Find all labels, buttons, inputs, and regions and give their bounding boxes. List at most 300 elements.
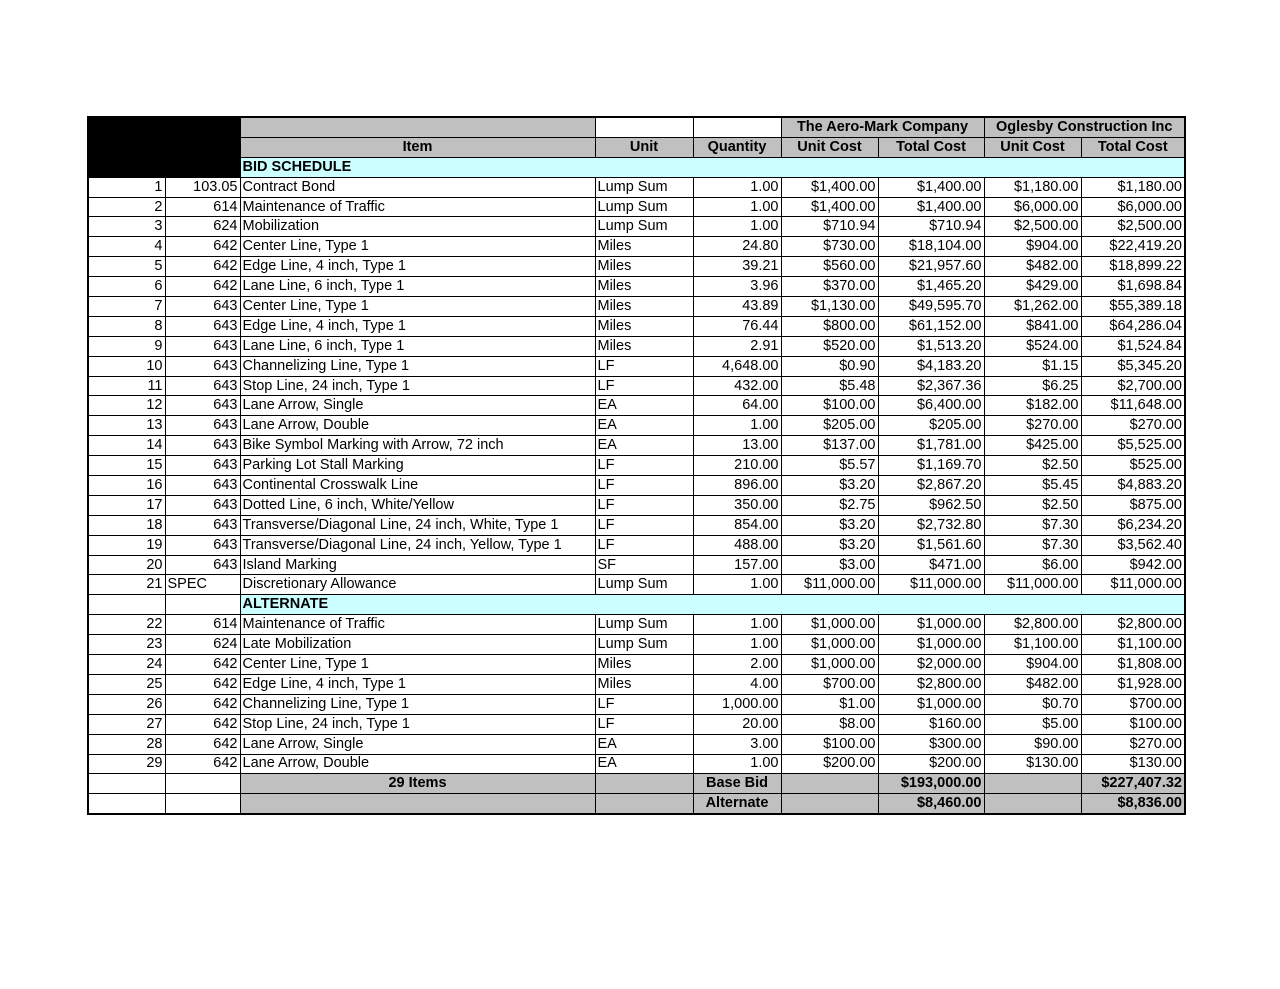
line-number: 24 xyxy=(88,655,165,675)
base-bid-total-row xyxy=(88,774,1185,794)
table-row xyxy=(88,257,1185,277)
unit: LF xyxy=(595,456,693,476)
table-row xyxy=(88,356,1185,376)
quantity: 1.00 xyxy=(693,416,781,436)
oglesby-total-cost: $1,100.00 xyxy=(1081,635,1185,655)
oglesby-total-cost: $11,000.00 xyxy=(1081,575,1185,595)
unit: EA xyxy=(595,734,693,754)
quantity: 1.00 xyxy=(693,635,781,655)
oglesby-unit-cost: $90.00 xyxy=(984,734,1081,754)
quantity: 20.00 xyxy=(693,714,781,734)
item-description: Late Mobilization xyxy=(240,635,595,655)
oglesby-total-cost: $5,345.20 xyxy=(1081,356,1185,376)
aeromark-unit-cost: $560.00 xyxy=(781,257,878,277)
line-number: 12 xyxy=(88,396,165,416)
quantity: 4.00 xyxy=(693,674,781,694)
oglesby-total-cost: $942.00 xyxy=(1081,555,1185,575)
line-number: 18 xyxy=(88,515,165,535)
line-number: 26 xyxy=(88,694,165,714)
bidder-name-aeromark: The Aero-Mark Company xyxy=(781,117,984,137)
quantity: 76.44 xyxy=(693,316,781,336)
table-row xyxy=(88,555,1185,575)
unit: LF xyxy=(595,515,693,535)
oglesby-total-cost: $700.00 xyxy=(1081,694,1185,714)
quantity: 3.96 xyxy=(693,277,781,297)
aeromark-total-cost: $1,400.00 xyxy=(878,197,984,217)
table-row xyxy=(88,635,1185,655)
aeromark-unit-cost: $205.00 xyxy=(781,416,878,436)
oglesby-unit-cost: $482.00 xyxy=(984,257,1081,277)
table-row xyxy=(88,535,1185,555)
aeromark-total-cost: $61,152.00 xyxy=(878,316,984,336)
quantity: 1.00 xyxy=(693,177,781,197)
spec-code: 643 xyxy=(165,555,240,575)
section-row-alternate xyxy=(88,595,1185,615)
aeromark-total-cost: $1,169.70 xyxy=(878,456,984,476)
aeromark-total-cost: $205.00 xyxy=(878,416,984,436)
oglesby-unit-cost: $2,800.00 xyxy=(984,615,1081,635)
blank-cell xyxy=(595,774,693,794)
oglesby-total-cost: $1,180.00 xyxy=(1081,177,1185,197)
oglesby-total-cost: $875.00 xyxy=(1081,495,1185,515)
unit: LF xyxy=(595,476,693,496)
blank-cell xyxy=(240,794,595,814)
aeromark-total-cost: $4,183.20 xyxy=(878,356,984,376)
base-bid-label: Base Bid xyxy=(693,774,781,794)
unit: LF xyxy=(595,714,693,734)
oglesby-unit-cost: $1,180.00 xyxy=(984,177,1081,197)
aeromark-total-cost: $49,595.70 xyxy=(878,297,984,317)
quantity: 432.00 xyxy=(693,376,781,396)
spec-code: 624 xyxy=(165,635,240,655)
table-row xyxy=(88,197,1185,217)
quantity: 350.00 xyxy=(693,495,781,515)
item-description: Stop Line, 24 inch, Type 1 xyxy=(240,714,595,734)
quantity: 1.00 xyxy=(693,615,781,635)
item-description: Lane Arrow, Double xyxy=(240,416,595,436)
column-header-quantity: Quantity xyxy=(693,137,781,157)
oglesby-total-cost: $1,808.00 xyxy=(1081,655,1185,675)
item-description: Island Marking xyxy=(240,555,595,575)
line-number: 25 xyxy=(88,674,165,694)
oglesby-total-cost: $270.00 xyxy=(1081,416,1185,436)
table-row xyxy=(88,734,1185,754)
unit: Lump Sum xyxy=(595,177,693,197)
column-header-total-cost: Total Cost xyxy=(1081,137,1185,157)
item-description: Maintenance of Traffic xyxy=(240,197,595,217)
aeromark-unit-cost: $700.00 xyxy=(781,674,878,694)
oglesby-unit-cost: $2.50 xyxy=(984,456,1081,476)
table-row xyxy=(88,436,1185,456)
aeromark-total-cost: $6,400.00 xyxy=(878,396,984,416)
aeromark-unit-cost: $710.94 xyxy=(781,217,878,237)
item-description: Contract Bond xyxy=(240,177,595,197)
oglesby-unit-cost: $2,500.00 xyxy=(984,217,1081,237)
bidder-name-oglesby: Oglesby Construction Inc xyxy=(984,117,1185,137)
table-row xyxy=(88,456,1185,476)
aeromark-unit-cost: $1,000.00 xyxy=(781,655,878,675)
aeromark-unit-cost: $370.00 xyxy=(781,277,878,297)
item-description: Mobilization xyxy=(240,217,595,237)
oglesby-unit-cost: $6.00 xyxy=(984,555,1081,575)
oglesby-total-cost: $6,234.20 xyxy=(1081,515,1185,535)
spec-code: 643 xyxy=(165,436,240,456)
item-description: Channelizing Line, Type 1 xyxy=(240,356,595,376)
aeromark-unit-cost: $5.48 xyxy=(781,376,878,396)
aeromark-total-cost: $1,513.20 xyxy=(878,336,984,356)
line-number: 16 xyxy=(88,476,165,496)
quantity: 4,648.00 xyxy=(693,356,781,376)
blank-cell xyxy=(165,595,240,615)
quantity: 1.00 xyxy=(693,197,781,217)
table-row xyxy=(88,416,1185,436)
line-number: 7 xyxy=(88,297,165,317)
aeromark-total-cost: $1,000.00 xyxy=(878,615,984,635)
table-row xyxy=(88,336,1185,356)
oglesby-total-cost: $18,899.22 xyxy=(1081,257,1185,277)
unit: LF xyxy=(595,376,693,396)
spec-code: 643 xyxy=(165,495,240,515)
unit: Miles xyxy=(595,674,693,694)
oglesby-total-cost: $2,700.00 xyxy=(1081,376,1185,396)
line-number: 21 xyxy=(88,575,165,595)
unit: EA xyxy=(595,396,693,416)
blank-cell xyxy=(88,595,165,615)
header-grey-cell xyxy=(240,117,595,137)
header-blank-cell xyxy=(595,117,693,137)
item-description: Parking Lot Stall Marking xyxy=(240,456,595,476)
unit: EA xyxy=(595,416,693,436)
spec-code: 643 xyxy=(165,476,240,496)
quantity: 896.00 xyxy=(693,476,781,496)
item-description: Channelizing Line, Type 1 xyxy=(240,694,595,714)
aeromark-unit-cost: $730.00 xyxy=(781,237,878,257)
aeromark-total-cost: $2,732.80 xyxy=(878,515,984,535)
item-description: Edge Line, 4 inch, Type 1 xyxy=(240,674,595,694)
oglesby-unit-cost: $429.00 xyxy=(984,277,1081,297)
table-row xyxy=(88,277,1185,297)
table-row xyxy=(88,515,1185,535)
blank-cell xyxy=(984,774,1081,794)
item-description: Lane Line, 6 inch, Type 1 xyxy=(240,277,595,297)
unit: Miles xyxy=(595,316,693,336)
unit: SF xyxy=(595,555,693,575)
aeromark-unit-cost: $0.90 xyxy=(781,356,878,376)
line-number: 1 xyxy=(88,177,165,197)
table-row xyxy=(88,376,1185,396)
blank-cell xyxy=(781,794,878,814)
unit: Miles xyxy=(595,237,693,257)
item-description: Edge Line, 4 inch, Type 1 xyxy=(240,257,595,277)
spec-code: 103.05 xyxy=(165,177,240,197)
unit: Miles xyxy=(595,655,693,675)
quantity: 24.80 xyxy=(693,237,781,257)
line-number: 2 xyxy=(88,197,165,217)
quantity: 39.21 xyxy=(693,257,781,277)
oglesby-total-cost: $1,698.84 xyxy=(1081,277,1185,297)
aeromark-total-cost: $1,000.00 xyxy=(878,635,984,655)
aeromark-unit-cost: $1,130.00 xyxy=(781,297,878,317)
blank-cell xyxy=(88,794,165,814)
oglesby-total-cost: $64,286.04 xyxy=(1081,316,1185,336)
bid-tabulation-table xyxy=(87,116,1186,815)
spec-code: 642 xyxy=(165,734,240,754)
unit: LF xyxy=(595,356,693,376)
aeromark-total-cost: $160.00 xyxy=(878,714,984,734)
oglesby-total-cost: $11,648.00 xyxy=(1081,396,1185,416)
unit: Lump Sum xyxy=(595,197,693,217)
oglesby-total-cost: $5,525.00 xyxy=(1081,436,1185,456)
item-description: Maintenance of Traffic xyxy=(240,615,595,635)
alternate-label: Alternate xyxy=(693,794,781,814)
oglesby-unit-cost: $2.50 xyxy=(984,495,1081,515)
alternate-total-row xyxy=(88,794,1185,814)
header-black-cell xyxy=(165,137,240,157)
aeromark-unit-cost: $200.00 xyxy=(781,754,878,774)
unit: LF xyxy=(595,495,693,515)
table-row xyxy=(88,237,1185,257)
header-black-cell xyxy=(165,117,240,137)
table-row xyxy=(88,575,1185,595)
spec-code: 642 xyxy=(165,674,240,694)
table-row xyxy=(88,297,1185,317)
spec-code: 624 xyxy=(165,217,240,237)
unit: Miles xyxy=(595,336,693,356)
oglesby-total-cost: $55,389.18 xyxy=(1081,297,1185,317)
oglesby-unit-cost: $1.15 xyxy=(984,356,1081,376)
column-header-unit-cost: Unit Cost xyxy=(984,137,1081,157)
aeromark-total-cost: $1,400.00 xyxy=(878,177,984,197)
aeromark-unit-cost: $8.00 xyxy=(781,714,878,734)
line-number: 11 xyxy=(88,376,165,396)
spec-code: 643 xyxy=(165,416,240,436)
blank-cell xyxy=(165,774,240,794)
column-header-unit: Unit xyxy=(595,137,693,157)
oglesby-unit-cost: $482.00 xyxy=(984,674,1081,694)
oglesby-total-cost: $3,562.40 xyxy=(1081,535,1185,555)
oglesby-unit-cost: $11,000.00 xyxy=(984,575,1081,595)
oglesby-unit-cost: $1,262.00 xyxy=(984,297,1081,317)
line-number: 8 xyxy=(88,316,165,336)
quantity: 2.00 xyxy=(693,655,781,675)
aeromark-total-cost: $1,465.20 xyxy=(878,277,984,297)
quantity: 1.00 xyxy=(693,575,781,595)
oglesby-total-cost: $1,928.00 xyxy=(1081,674,1185,694)
line-number: 29 xyxy=(88,754,165,774)
oglesby-unit-cost: $6,000.00 xyxy=(984,197,1081,217)
unit: Lump Sum xyxy=(595,635,693,655)
quantity: 157.00 xyxy=(693,555,781,575)
aeromark-base-bid-total: $193,000.00 xyxy=(878,774,984,794)
aeromark-total-cost: $2,800.00 xyxy=(878,674,984,694)
spec-code: 643 xyxy=(165,356,240,376)
item-description: Discretionary Allowance xyxy=(240,575,595,595)
aeromark-total-cost: $1,561.60 xyxy=(878,535,984,555)
header-black-cell xyxy=(88,117,165,137)
spec-code: 643 xyxy=(165,316,240,336)
oglesby-unit-cost: $6.25 xyxy=(984,376,1081,396)
blank-cell xyxy=(781,774,878,794)
oglesby-unit-cost: $425.00 xyxy=(984,436,1081,456)
oglesby-total-cost: $2,500.00 xyxy=(1081,217,1185,237)
line-number: 10 xyxy=(88,356,165,376)
line-number: 6 xyxy=(88,277,165,297)
section-title-bid-schedule: BID SCHEDULE xyxy=(240,157,1185,177)
line-number: 14 xyxy=(88,436,165,456)
quantity: 854.00 xyxy=(693,515,781,535)
spec-code: 642 xyxy=(165,655,240,675)
spec-code: 642 xyxy=(165,237,240,257)
oglesby-unit-cost: $5.00 xyxy=(984,714,1081,734)
unit: Lump Sum xyxy=(595,575,693,595)
quantity: 43.89 xyxy=(693,297,781,317)
column-header-total-cost: Total Cost xyxy=(878,137,984,157)
quantity: 64.00 xyxy=(693,396,781,416)
item-description: Bike Symbol Marking with Arrow, 72 inch xyxy=(240,436,595,456)
line-number: 9 xyxy=(88,336,165,356)
aeromark-unit-cost: $3.20 xyxy=(781,515,878,535)
spec-code: 643 xyxy=(165,535,240,555)
aeromark-total-cost: $300.00 xyxy=(878,734,984,754)
spec-code: 642 xyxy=(165,714,240,734)
spec-code: 642 xyxy=(165,694,240,714)
item-description: Transverse/Diagonal Line, 24 inch, Yellow, Type 1 xyxy=(240,535,595,555)
aeromark-unit-cost: $3.20 xyxy=(781,476,878,496)
blank-cell xyxy=(165,794,240,814)
spec-code: 642 xyxy=(165,754,240,774)
oglesby-unit-cost: $7.30 xyxy=(984,535,1081,555)
oglesby-total-cost: $130.00 xyxy=(1081,754,1185,774)
line-number: 27 xyxy=(88,714,165,734)
line-number: 28 xyxy=(88,734,165,754)
aeromark-total-cost: $21,957.60 xyxy=(878,257,984,277)
table-row xyxy=(88,674,1185,694)
header-black-cell xyxy=(88,137,165,157)
line-number: 23 xyxy=(88,635,165,655)
spec-code: 642 xyxy=(165,257,240,277)
table-row xyxy=(88,476,1185,496)
oglesby-total-cost: $6,000.00 xyxy=(1081,197,1185,217)
table-row xyxy=(88,316,1185,336)
aeromark-unit-cost: $3.20 xyxy=(781,535,878,555)
spec-code: 643 xyxy=(165,336,240,356)
aeromark-total-cost: $11,000.00 xyxy=(878,575,984,595)
oglesby-total-cost: $22,419.20 xyxy=(1081,237,1185,257)
aeromark-unit-cost: $11,000.00 xyxy=(781,575,878,595)
unit: Miles xyxy=(595,257,693,277)
line-number: 3 xyxy=(88,217,165,237)
unit: Miles xyxy=(595,297,693,317)
spec-code: SPEC xyxy=(165,575,240,595)
line-number: 22 xyxy=(88,615,165,635)
oglesby-unit-cost: $0.70 xyxy=(984,694,1081,714)
item-description: Dotted Line, 6 inch, White/Yellow xyxy=(240,495,595,515)
spec-code: 643 xyxy=(165,297,240,317)
column-header-row xyxy=(88,137,1185,157)
table-row xyxy=(88,694,1185,714)
spec-code: 642 xyxy=(165,277,240,297)
oglesby-unit-cost: $841.00 xyxy=(984,316,1081,336)
oglesby-unit-cost: $524.00 xyxy=(984,336,1081,356)
line-number: 20 xyxy=(88,555,165,575)
unit: Lump Sum xyxy=(595,615,693,635)
table-row xyxy=(88,615,1185,635)
oglesby-unit-cost: $1,100.00 xyxy=(984,635,1081,655)
oglesby-total-cost: $1,524.84 xyxy=(1081,336,1185,356)
unit: EA xyxy=(595,436,693,456)
aeromark-total-cost: $18,104.00 xyxy=(878,237,984,257)
spec-code: 614 xyxy=(165,615,240,635)
oglesby-unit-cost: $7.30 xyxy=(984,515,1081,535)
aeromark-unit-cost: $1,000.00 xyxy=(781,635,878,655)
quantity: 13.00 xyxy=(693,436,781,456)
oglesby-total-cost: $270.00 xyxy=(1081,734,1185,754)
line-number: 15 xyxy=(88,456,165,476)
oglesby-unit-cost: $270.00 xyxy=(984,416,1081,436)
table-row xyxy=(88,217,1185,237)
section-title-alternate: ALTERNATE xyxy=(240,595,1185,615)
item-description: Center Line, Type 1 xyxy=(240,237,595,257)
oglesby-total-cost: $2,800.00 xyxy=(1081,615,1185,635)
table-row xyxy=(88,396,1185,416)
quantity: 2.91 xyxy=(693,336,781,356)
item-description: Continental Crosswalk Line xyxy=(240,476,595,496)
table-row xyxy=(88,495,1185,515)
column-header-item: Item xyxy=(240,137,595,157)
aeromark-unit-cost: $520.00 xyxy=(781,336,878,356)
unit: Lump Sum xyxy=(595,217,693,237)
aeromark-total-cost: $1,781.00 xyxy=(878,436,984,456)
spec-code: 643 xyxy=(165,515,240,535)
quantity: 1.00 xyxy=(693,754,781,774)
oglesby-unit-cost: $182.00 xyxy=(984,396,1081,416)
blank-cell xyxy=(984,794,1081,814)
aeromark-unit-cost: $1,400.00 xyxy=(781,177,878,197)
aeromark-unit-cost: $5.57 xyxy=(781,456,878,476)
aeromark-unit-cost: $2.75 xyxy=(781,495,878,515)
spec-code: 614 xyxy=(165,197,240,217)
oglesby-alternate-total: $8,836.00 xyxy=(1081,794,1185,814)
header-black-cell xyxy=(88,157,165,177)
quantity: 3.00 xyxy=(693,734,781,754)
oglesby-unit-cost: $904.00 xyxy=(984,237,1081,257)
oglesby-total-cost: $100.00 xyxy=(1081,714,1185,734)
line-number: 19 xyxy=(88,535,165,555)
item-description: Lane Arrow, Double xyxy=(240,754,595,774)
oglesby-unit-cost: $5.45 xyxy=(984,476,1081,496)
aeromark-unit-cost: $100.00 xyxy=(781,396,878,416)
oglesby-total-cost: $525.00 xyxy=(1081,456,1185,476)
aeromark-alternate-total: $8,460.00 xyxy=(878,794,984,814)
aeromark-unit-cost: $800.00 xyxy=(781,316,878,336)
item-description: Lane Line, 6 inch, Type 1 xyxy=(240,336,595,356)
item-description: Transverse/Diagonal Line, 24 inch, White, Type 1 xyxy=(240,515,595,535)
aeromark-total-cost: $471.00 xyxy=(878,555,984,575)
aeromark-unit-cost: $137.00 xyxy=(781,436,878,456)
item-description: Stop Line, 24 inch, Type 1 xyxy=(240,376,595,396)
aeromark-unit-cost: $1.00 xyxy=(781,694,878,714)
unit: LF xyxy=(595,694,693,714)
oglesby-unit-cost: $130.00 xyxy=(984,754,1081,774)
unit: EA xyxy=(595,754,693,774)
table-row xyxy=(88,714,1185,734)
aeromark-total-cost: $2,367.36 xyxy=(878,376,984,396)
line-number: 4 xyxy=(88,237,165,257)
item-description: Lane Arrow, Single xyxy=(240,396,595,416)
column-header-unit-cost: Unit Cost xyxy=(781,137,878,157)
item-description: Edge Line, 4 inch, Type 1 xyxy=(240,316,595,336)
quantity: 1.00 xyxy=(693,217,781,237)
